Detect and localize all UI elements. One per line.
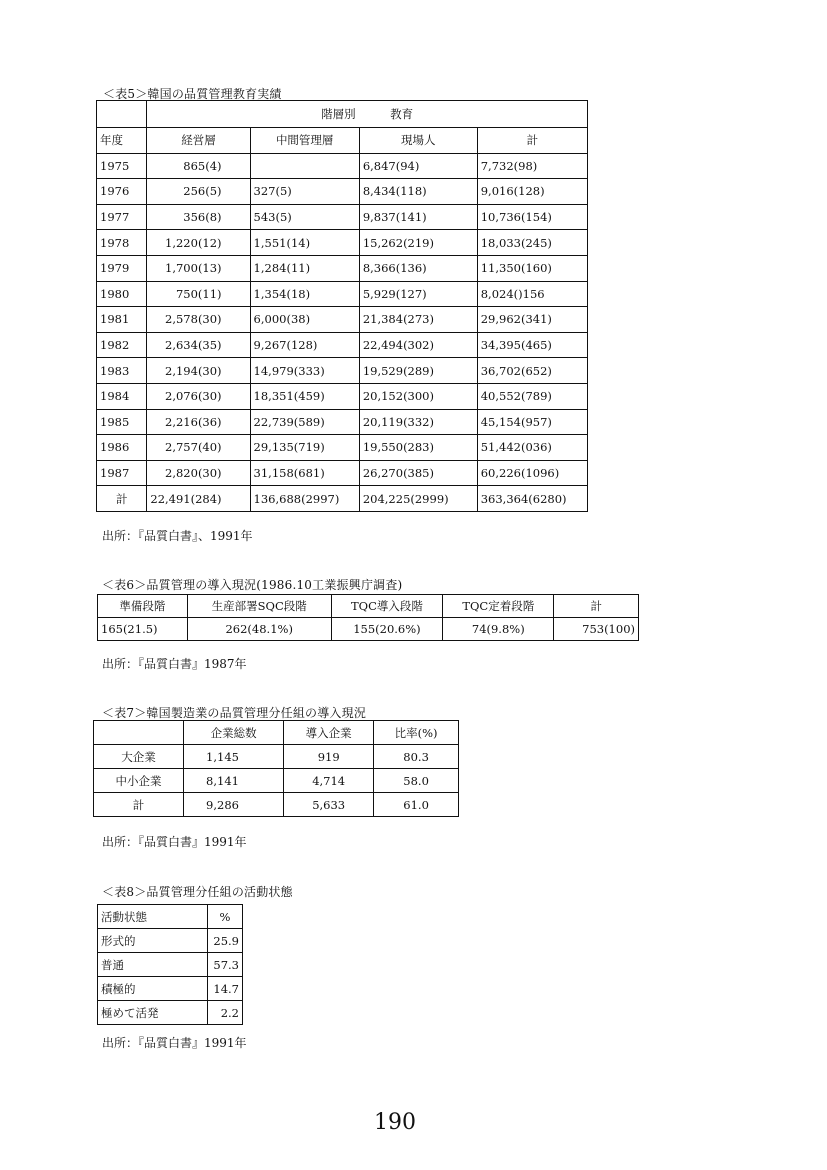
table5-year-cell: 計 <box>97 486 147 512</box>
table8-row-label: 積極的 <box>98 977 208 1001</box>
table7-row <box>94 769 459 793</box>
table5-row <box>97 358 588 384</box>
table5-cell: 45,154(957) <box>477 409 587 435</box>
table8-header-col: % <box>208 905 243 929</box>
table5-cell: 11,350(160) <box>477 255 587 281</box>
table8-cell: 2.2 <box>208 1001 243 1025</box>
table5-cell: 14,979(333) <box>250 358 359 384</box>
table5-cell: 7,732(98) <box>477 153 587 179</box>
table6-source: 出所：『品質白書』1987年 <box>102 657 247 671</box>
table5-year-cell: 1980 <box>97 281 147 307</box>
table7-cell: 9,286 <box>184 793 284 817</box>
table5-cell: 9,837(141) <box>359 204 477 230</box>
table5-row <box>97 204 588 230</box>
table5-cell: 356(8) <box>147 204 250 230</box>
table8-cell: 14.7 <box>208 977 243 1001</box>
table7-cell: 80.3 <box>374 745 459 769</box>
table7 <box>93 720 459 817</box>
table5-row <box>97 332 588 358</box>
table5-cell: 20,152(300) <box>359 383 477 409</box>
table5-cell: 1,551(14) <box>250 230 359 256</box>
table8-source: 出所：『品質白書』1991年 <box>102 1036 247 1050</box>
table5-year-cell: 1984 <box>97 383 147 409</box>
table7-row <box>94 745 459 769</box>
table5-row <box>97 307 588 333</box>
table5-year-cell: 1979 <box>97 255 147 281</box>
table5-cell: 60,226(1096) <box>477 460 587 486</box>
table5-row <box>97 435 588 461</box>
table5-cell: 18,351(459) <box>250 383 359 409</box>
table5-cell: 543(5) <box>250 204 359 230</box>
table5-year-cell: 1987 <box>97 460 147 486</box>
table8-row-label: 極めて活発 <box>98 1001 208 1025</box>
table5-caption: ＜表5＞韓国の品質管理教育実績 <box>103 87 282 101</box>
table5-cell: 31,158(681) <box>250 460 359 486</box>
table5-cell: 40,552(789) <box>477 383 587 409</box>
table5-cell: 26,270(385) <box>359 460 477 486</box>
table5-year-cell: 1985 <box>97 409 147 435</box>
table7-cell: 4,714 <box>284 769 374 793</box>
table5-cell: 1,700(13) <box>147 255 250 281</box>
table7-cell: 8,141 <box>184 769 284 793</box>
table6-header-col: TQC導入段階 <box>331 595 442 618</box>
table5-cell: 2,216(36) <box>147 409 250 435</box>
table8-caption: ＜表8＞品質管理分任組の活動状態 <box>102 885 293 899</box>
table6-header-col: 生産部署SQC段階 <box>187 595 331 618</box>
table5-cell: 20,119(332) <box>359 409 477 435</box>
table5-cell: 8,434(118) <box>359 179 477 205</box>
table6-caption: ＜表6＞品質管理の導入現況(1986.10工業振興庁調査) <box>102 578 403 592</box>
table5-cell: 2,194(30) <box>147 358 250 384</box>
table7-cell: 1,145 <box>184 745 284 769</box>
table5-year-cell: 1986 <box>97 435 147 461</box>
table6-cell: 753(100) <box>554 618 639 641</box>
table7-header-col <box>94 721 184 745</box>
table5-header-col: 現場人 <box>359 128 477 154</box>
table5-cell: 2,757(40) <box>147 435 250 461</box>
table5-cell: 9,016(128) <box>477 179 587 205</box>
table5-year-cell: 1983 <box>97 358 147 384</box>
table6-header-col: 準備段階 <box>98 595 188 618</box>
table5-cell: 19,529(289) <box>359 358 477 384</box>
table8 <box>97 904 243 1025</box>
table5-header-group: 階層別 教育 <box>147 101 588 128</box>
table5-year-cell: 1978 <box>97 230 147 256</box>
table5-row <box>97 179 588 205</box>
table5-cell: 2,820(30) <box>147 460 250 486</box>
table5-cell: 1,220(12) <box>147 230 250 256</box>
table8-row-label: 形式的 <box>98 929 208 953</box>
table5-cell: 29,135(719) <box>250 435 359 461</box>
table7-row-label: 中小企業 <box>94 769 184 793</box>
table5-row <box>97 230 588 256</box>
table5-row <box>97 409 588 435</box>
table5-cell: 5,929(127) <box>359 281 477 307</box>
table7-cell: 919 <box>284 745 374 769</box>
table5-row <box>97 460 588 486</box>
table5-cell: 8,024()156 <box>477 281 587 307</box>
table5-source: 出所：『品質白書』、1991年 <box>102 529 253 543</box>
table5-header-col: 経営層 <box>147 128 250 154</box>
table5-year-cell: 1982 <box>97 332 147 358</box>
table5-cell: 18,033(245) <box>477 230 587 256</box>
table5-year-cell: 1977 <box>97 204 147 230</box>
table7-cell: 58.0 <box>374 769 459 793</box>
table7-source: 出所：『品質白書』1991年 <box>102 835 247 849</box>
page-number: 190 <box>374 1110 416 1135</box>
table5-cell: 9,267(128) <box>250 332 359 358</box>
table8-row <box>98 953 243 977</box>
table5-cell: 1,284(11) <box>250 255 359 281</box>
table7-cell: 61.0 <box>374 793 459 817</box>
table6-cell: 74(9.8%) <box>443 618 554 641</box>
table5-cell: 1,354(18) <box>250 281 359 307</box>
table5-cell: 22,739(589) <box>250 409 359 435</box>
table7-caption: ＜表7＞韓国製造業の品質管理分任組の導入現況 <box>102 706 367 720</box>
table5-cell: 29,962(341) <box>477 307 587 333</box>
table5-cell: 2,076(30) <box>147 383 250 409</box>
table8-row <box>98 977 243 1001</box>
table5 <box>96 100 588 512</box>
table5-year-cell: 1975 <box>97 153 147 179</box>
table5-header-col: 計 <box>477 128 587 154</box>
table8-cell: 57.3 <box>208 953 243 977</box>
table5-cell: 22,494(302) <box>359 332 477 358</box>
table5-cell: 15,262(219) <box>359 230 477 256</box>
table7-header-col: 導入企業 <box>284 721 374 745</box>
table5-year-cell: 1976 <box>97 179 147 205</box>
table6-cell: 165(21.5) <box>98 618 188 641</box>
table5-cell: 36,702(652) <box>477 358 587 384</box>
table5-cell: 51,442(036) <box>477 435 587 461</box>
table5-cell: 363,364(6280) <box>477 486 587 512</box>
table5-col-year-spacer <box>97 101 147 128</box>
table8-row-label: 普通 <box>98 953 208 977</box>
table8-cell: 25.9 <box>208 929 243 953</box>
table5-row <box>97 153 588 179</box>
table5-cell: 34,395(465) <box>477 332 587 358</box>
table7-row-label: 計 <box>94 793 184 817</box>
table5-cell: 21,384(273) <box>359 307 477 333</box>
table5-cell: 204,225(2999) <box>359 486 477 512</box>
table5-header-year: 年度 <box>97 128 147 154</box>
table7-cell: 5,633 <box>284 793 374 817</box>
table7-header-col: 企業総数 <box>184 721 284 745</box>
table5-cell: 8,366(136) <box>359 255 477 281</box>
table7-row <box>94 793 459 817</box>
table5-cell: 2,634(35) <box>147 332 250 358</box>
table6-cell: 262(48.1%) <box>187 618 331 641</box>
table5-cell: 256(5) <box>147 179 250 205</box>
table5-year-cell: 1981 <box>97 307 147 333</box>
table5-cell: 19,550(283) <box>359 435 477 461</box>
table5-row <box>97 486 588 512</box>
table5-cell: 750(11) <box>147 281 250 307</box>
table5-cell: 136,688(2997) <box>250 486 359 512</box>
table7-row-label: 大企業 <box>94 745 184 769</box>
table8-row <box>98 1001 243 1025</box>
table5-cell: 2,578(30) <box>147 307 250 333</box>
table7-header-col: 比率(%) <box>374 721 459 745</box>
table5-row <box>97 255 588 281</box>
table5-cell <box>250 153 359 179</box>
table8-row <box>98 929 243 953</box>
table6 <box>97 594 639 641</box>
table5-header-col: 中間管理層 <box>250 128 359 154</box>
table5-cell: 22,491(284) <box>147 486 250 512</box>
table5-cell: 865(4) <box>147 153 250 179</box>
table5-row <box>97 383 588 409</box>
table6-header-col: 計 <box>554 595 639 618</box>
table8-header-col: 活動状態 <box>98 905 208 929</box>
table5-cell: 6,000(38) <box>250 307 359 333</box>
table5-cell: 327(5) <box>250 179 359 205</box>
table5-cell: 6,847(94) <box>359 153 477 179</box>
table5-row <box>97 281 588 307</box>
table6-header-col: TQC定着段階 <box>443 595 554 618</box>
table5-cell: 10,736(154) <box>477 204 587 230</box>
table6-cell: 155(20.6%) <box>331 618 442 641</box>
